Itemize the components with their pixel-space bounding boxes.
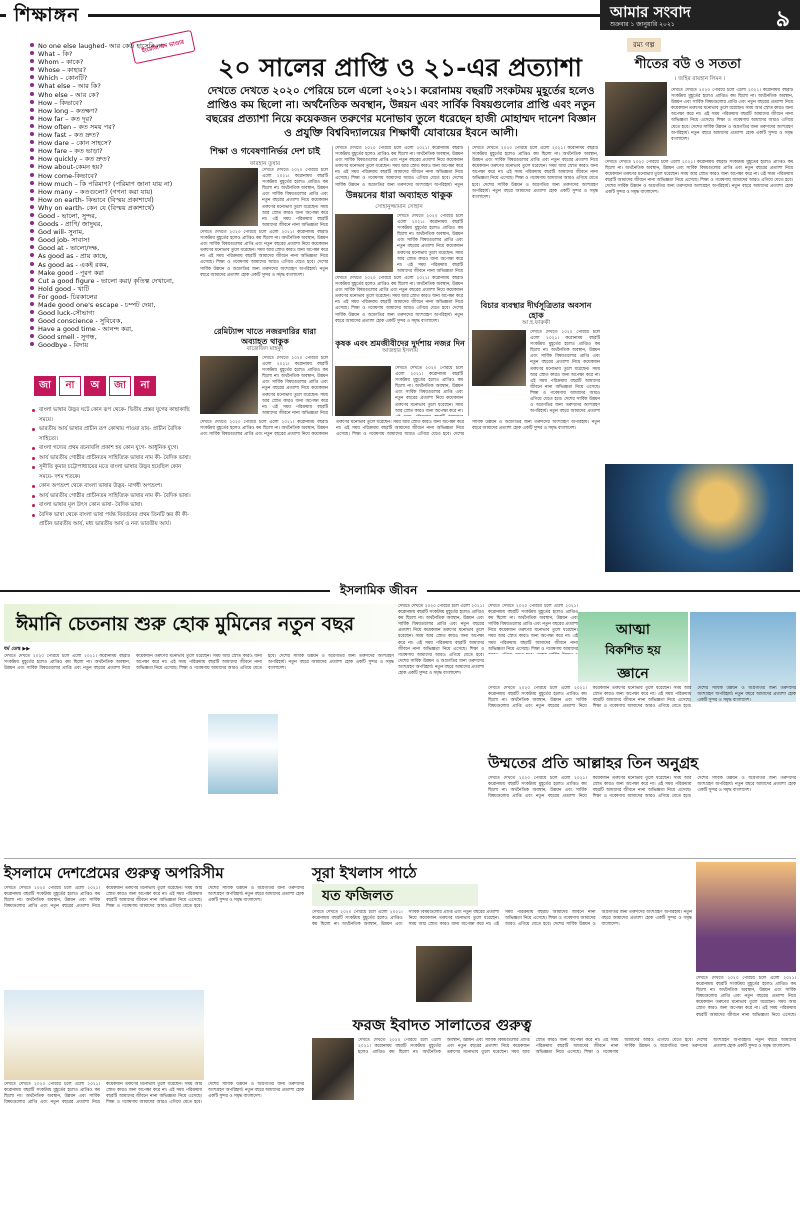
islam-article-body: দেখতে দেখতে ২০২০ পেরিয়ে চলে এলো ২০২১। করোনাময় বছরটি সংকটময় মুহূর্তের হলেও প্রাপ্তিও কম ছিলো না। অর্থনৈতিক অবস্থান, উন্নয়ন এবং সার্বিক বিষয়গুলোর প্রাপ্তি এবং নতুন বছরের প্রত্যাশা নিয়ে কয়েকজন তরুণের মনোভাব তুলে ধরেছেন। সময় আর স্রোত কারও জন্য অপেক্ষা করে না। এই সময় পরিক্রমায় বছরটি আমাদের জীবনে নানা অভিজ্ঞতা নিয়ে এসেছে। শিক্ষা ও গবেষণায় আমাদের আরও এগিয়ে যেতে হবে। দেশের সার্বিক উন্নয়ন ও অগ্রগতির জন্য তরুণদের অংশগ্রহণ অপরিহার্য। নতুন বছরে আমাদের প্রত্যাশা হোক একটি সুন্দর ও সমৃদ্ধ বাংলাদেশ। [312,910,692,928]
quote-box: আত্মা বিকশিত হয় জ্ঞানে [578,612,688,682]
vocab-list [30,42,174,350]
kicker: ধর্ম ডেস্ক ▶▶ [4,646,31,652]
article-body: দেখতে দেখতে ২০২০ পেরিয়ে চলে এলো ২০২১। করোনাময় বছরটি সংকটময় মুহূর্তের হলেও প্রাপ্তিও কম ছিলো না। অর্থনৈতিক অবস্থান, উন্নয়ন এবং সার্বিক বিষয়গুলোর প্রাপ্তি এবং নতুন বছরের প্রত্যাশা নিয়ে কয়েকজন তরুণের মনোভাব তুলে ধরেছেন। সময় আর স্রোত কারও জন্য অপেক্ষা করে না। এই সময় পরিক্রমায় বছরটি আমাদের জীবনে নানা অভিজ্ঞতা নিয়ে [397,214,463,272]
article-1 [200,146,330,326]
author-photo [605,82,667,156]
article-title: রেমিট্যান্স খাতে নজরদারির ধারা অব্যাহত থাকুক [213,326,317,346]
vocab-item: Cut a good figure - ভালো করা/ কৃতিত্ব দেখানো, [30,277,174,285]
islam-article-body: দেখতে দেখতে ২০২০ পেরিয়ে চলে এলো ২০২১। করোনাময় বছরটি সংকটময় মুহূর্তের হলেও প্রাপ্তিও কম ছিলো না। অর্থনৈতিক অবস্থান, উন্নয়ন এবং সার্বিক বিষয়গুলোর প্রাপ্তি এবং নতুন বছরের প্রত্যাশা নিয়ে কয়েকজন তরুণের মনোভাব তুলে ধরেছেন। সময় আর স্রোত কারও জন্য অপেক্ষা করে না। এই সময় পরিক্রমায় বছরটি আমাদের জীবনে নানা অভিজ্ঞতা নিয়ে এসেছে। [696,976,796,1016]
vocab-item: Made good one's escape - চম্পট দেয়া, [30,301,174,309]
article-byline: আজহার ইসলাম [382,348,418,354]
hand-photo [416,946,472,1002]
vocab-item: As good as - প্রায় কাছে, [30,252,174,260]
vocab-item: Goodbye - বিদায় [30,341,174,349]
minaret-photo [696,862,796,972]
mosque-photo [208,714,278,794]
vocab-box [30,36,195,418]
story-box [605,36,797,576]
islam-title2: উম্মতের প্রতি আল্লাহর তিন অনুগ্রহ [488,754,699,772]
vocab-item: For good- চিরকালের [30,293,174,301]
quiz-item: আর্য ভারতীয় গোষ্ঠীর প্রাচীনতম সাহিত্যিক ভাষার নাম কী- বৈদিক ভাষা। [32,454,192,464]
article-5 [335,338,465,418]
vocab-item: Who else – আর কে? [30,91,174,99]
page-number: ৯ [775,7,790,32]
quiz-item: সূনীতি কুমার চট্টোপাধ্যায়ের মতে বাংলা ভাষার উদ্ভব হয়েছিল কোন সময়ে- দশম শতকে। [32,463,192,482]
portrait-photo [472,330,526,386]
vocab-item: How on earth- কিভাবে (বিস্ময় প্রকাশার্থে) [30,196,174,204]
vocab-item: How much – কি পরিমাণ? (পরিমাণ জানা যায় না) [30,180,174,188]
quiz-item: বাংলা ভাষার উদ্ভব ঘটে কোন রূপ থেকে- দ্বিতীয় প্রস্তর যুগের কাছাকাছি সময়ে। [32,406,192,425]
article-byline: সোহানুজ্জামান সোহান [375,204,423,210]
islam-article-body: দেখতে দেখতে ২০২০ পেরিয়ে চলে এলো ২০২১। করোনাময় বছরটি সংকটময় মুহূর্তের হলেও প্রাপ্তিও কম ছিলো না। অর্থনৈতিক অবস্থান, উন্নয়ন এবং সার্বিক বিষয়গুলোর প্রাপ্তি এবং নতুন বছরের প্রত্যাশা নিয়ে কয়েকজন তরুণের মনোভাব তুলে ধরেছেন। সময় আর স্রোত কারও জন্য অপেক্ষা করে না। এই সময় পরিক্রমায় বছরটি আমাদের জীবনে নানা অভিজ্ঞতা নিয়ে এসেছে। শিক্ষা ও গবেষণায় আমাদের আরও এগিয়ে যেতে হবে। দেশের সার্বিক উন্নয়ন ও অগ্রগতির জন্য তরুণদের অংশগ্রহণ অপরিহার্য। নতুন বছরে আমাদের প্রত্যাশা হোক একটি সুন্দর ও সমৃদ্ধ বাংলাদেশ। [358,1038,796,1056]
prayer-photo [312,1038,354,1100]
article-body: দেখতে দেখতে ২০২০ পেরিয়ে চলে এলো ২০২১। করোনাময় বছরটি সংকটময় মুহূর্তের হলেও প্রাপ্তিও কম ছিলো না। অর্থনৈতিক অবস্থান, উন্নয়ন এবং সার্বিক বিষয়গুলোর প্রাপ্তি এবং নতুন বছরের প্রত্যাশা নিয়ে কয়েকজন তরুণের মনোভাব তুলে ধরেছেন। সময় আর স্রোত কারও জন্য অপেক্ষা করে না। এই সময় পরিক্রমায় বছরটি আমাদের জীবনে নানা অভিজ্ঞতা নিয়ে এসেছে। শিক্ষা ও গবেষণায় আমাদের আরও এগিয়ে যেতে হবে। দেশের সার্বিক উন্নয়ন ও অগ্রগতির জন্য তরুণদের অংশগ্রহণ অপরিহার্য। নতুন বছরে আমাদের প্রত্যাশা [530,330,600,414]
quiz-item: বাংলা গদ্যের প্রথম রচনাবলি প্রকাশ হয় কোন যুগে- আধুনিক যুগে। [32,444,192,454]
article-4 [472,300,600,416]
vocab-item: As good as - একই রকম, [30,261,174,269]
islam-title5: ফরজ ইবাদত সালাতের গুরুত্ব [352,1016,532,1034]
story-title: শীতের বউ ও সততা [635,57,741,72]
article-byline: বাজেজিদ মাহমুদ [246,346,284,352]
vocab-item: Whom – কাকে? [30,58,174,66]
article-body: দেখতে দেখতে ২০২০ পেরিয়ে চলে এলো ২০২১। করোনাময় বছরটি সংকটময় মুহূর্তের হলেও প্রাপ্তিও কম ছিলো না। অর্থনৈতিক অবস্থান, উন্নয়ন এবং সার্বিক বিষয়গুলোর প্রাপ্তি এবং নতুন বছরের প্রত্যাশা নিয়ে কয়েকজন তরুণের মনোভাব তুলে ধরেছেন। সময় আর স্রোত কারও জন্য অপেক্ষা করে না। এই সময় পরিক্রমায় বছরটি আমাদের জীবনে নানা অভিজ্ঞতা নিয়ে এসেছে। শিক্ষা ও গবেষণায় আমাদের আরও এগিয়ে যেতে হবে। দেশের সার্বিক উন্নয়ন ও অগ্রগতির জন্য তরুণদের অংশগ্রহণ অপরিহার্য। নতুন বছরে আমাদের প্রত্যাশা হোক একটি সুন্দর ও সমৃদ্ধ বাংলাদেশ। [472,146,598,200]
article-body: দেখতে দেখতে ২০২০ পেরিয়ে চলে এলো ২০২১। করোনাময় বছরটি সংকটময় মুহূর্তের হলেও প্রাপ্তিও কম ছিলো না। অর্থনৈতিক অবস্থান, উন্নয়ন এবং সার্বিক বিষয়গুলোর প্রাপ্তি এবং নতুন বছরের প্রত্যাশা নিয়ে কয়েকজন তরুণের মনোভাব তুলে ধরেছেন। সময় আর স্রোত কারও জন্য অপেক্ষা করে না। এই সময় পরিক্রমায় বছরটি আমাদের জীবনে নানা অভিজ্ঞতা নিয়ে এসেছে। শিক্ষা ও গবেষণায় আমাদের আরও এগিয়ে যেতে হবে। দেশের সার্বিক উন্নয়ন ও অগ্রগতির জন্য তরুণদের অংশগ্রহণ অপরিহার্য। নতুন [335,146,463,188]
vocab-item: Why on earth- কেন যে (বিস্ময় প্রকাশার্থে) [30,204,174,212]
vocab-item: Make good - পূরণ করা [30,269,174,277]
mosque-photo [4,990,204,1080]
article-body: দেখতে দেখতে ২০২০ পেরিয়ে চলে এলো ২০২১। করোনাময় বছরটি সংকটময় মুহূর্তের হলেও প্রাপ্তিও কম ছিলো না। অর্থনৈতিক অবস্থান, উন্নয়ন এবং সার্বিক বিষয়গুলোর প্রাপ্তি এবং নতুন বছরের প্রত্যাশা নিয়ে কয়েকজন তরুণের মনোভাব তুলে ধরেছেন। সময় আর স্রোত কারও জন্য অপেক্ষা করে না। এই সময় পরিক্রমায় বছরটি আমাদের জীবনে নানা অভিজ্ঞতা নিয়ে [262,168,328,226]
article-3 [200,326,330,416]
vocab-item: Whose – কাহার? [30,66,174,74]
islam-title4a: সূরা ইখলাস পাঠে [312,864,417,882]
quiz-item: ভারতীয় আর্য ভাষার প্রাচীন রূপ কোথায় পাওয়া যায়- প্রাচীন বৈদিক সাহিত্যে। [32,425,192,444]
islam-article-body: দেখতে দেখতে ২০২০ পেরিয়ে চলে এলো ২০২১। করোনাময় বছরটি সংকটময় মুহূর্তের হলেও প্রাপ্তিও কম ছিলো না। অর্থনৈতিক অবস্থান, উন্নয়ন এবং সার্বিক বিষয়গুলোর প্রাপ্তি এবং নতুন বছরের প্রত্যাশা নিয়ে কয়েকজন তরুণের মনোভাব তুলে ধরেছেন। সময় আর স্রোত কারও জন্য অপেক্ষা করে না। এই সময় পরিক্রমায় বছরটি আমাদের জীবনে নানা অভিজ্ঞতা নিয়ে এসেছে। শিক্ষা ও গবেষণায় আমাদের [488,604,578,652]
islam-title1: ঈমানি চেতনায় শুরু হোক মুমিনের নতুন বছর [16,613,355,635]
islam-article-body: দেখতে দেখতে ২০২০ পেরিয়ে চলে এলো ২০২১। করোনাময় বছরটি সংকটময় মুহূর্তের হলেও প্রাপ্তিও কম ছিলো না। অর্থনৈতিক অবস্থান, উন্নয়ন এবং সার্বিক বিষয়গুলোর প্রাপ্তি এবং নতুন বছরের প্রত্যাশা নিয়ে কয়েকজন তরুণের মনোভাব তুলে ধরেছেন। সময় আর স্রোত কারও জন্য অপেক্ষা করে না। এই সময় পরিক্রমায় বছরটি আমাদের জীবনে নানা অভিজ্ঞতা নিয়ে এসেছে। শিক্ষা ও গবেষণায় আমাদের আরও এগিয়ে যেতে হবে। দেশের সার্বিক উন্নয়ন ও অগ্রগতির জন্য তরুণদের অংশগ্রহণ অপরিহার্য। নতুন বছরে আমাদের প্রত্যাশা হোক একটি সুন্দর ও সমৃদ্ধ বাংলাদেশ। [4,886,304,910]
islam-section-title: ইসলামিক জীবন [330,582,427,602]
quiz-word: জা না অ জা না [34,376,156,396]
vocab-item: Good - ভালো, সুন্দর, [30,212,174,220]
islam-title4b: যত ফজিলত [322,888,394,904]
story-body: দেখতে দেখতে ২০২০ পেরিয়ে চলে এলো ২০২১। করোনাময় বছরটি সংকটময় মুহূর্তের হলেও প্রাপ্তিও কম ছিলো না। অর্থনৈতিক অবস্থান, উন্নয়ন এবং সার্বিক বিষয়গুলোর প্রাপ্তি এবং নতুন বছরের প্রত্যাশা নিয়ে কয়েকজন তরুণের মনোভাব তুলে ধরেছেন। সময় আর স্রোত কারও জন্য অপেক্ষা করে না। এই সময় পরিক্রমায় বছরটি আমাদের জীবনে নানা অভিজ্ঞতা নিয়ে এসেছে। শিক্ষা ও গবেষণায় আমাদের আরও এগিয়ে যেতে হবে। দেশের সার্বিক উন্নয়ন ও অগ্রগতির জন্য তরুণদের অংশগ্রহণ অপরিহার্য। নতুন বছরে আমাদের প্রত্যাশা হোক একটি সুন্দর ও সমৃদ্ধ বাংলাদেশ। [671,88,793,142]
vocab-item: Good luck-সৌভাগ্য [30,309,174,317]
quiz-item: আর্য ভারতীয় গোষ্ঠীর প্রাচীনতম সাহিত্যিক ভাষার নাম কী- বৈদিক ভাষা। [32,492,192,502]
masthead-brand-box [600,0,800,30]
masthead-left [0,0,600,30]
vocab-item: Good conscience - সুবিবেক, [30,317,174,325]
story-illustration [605,464,793,572]
islam-title3: ইসলামে দেশপ্রেমের গুরুত্ব অপরিসীম [4,864,224,882]
vocab-item: How fare – কত ভাড়া? [30,147,174,155]
quiz-item: বাংলা ভাষার মূল উৎস কোন ভাষা- বৈদিক ভাষা। [32,501,192,511]
islam-title4b-box [312,884,478,906]
vocab-item: How about-কেমন হয়? [30,163,174,171]
vocab-item: How long – কতক্ষণ? [30,107,174,115]
quiz-item: বৈদিক ভাষা থেকে বাংলা ভাষা পর্যন্ত বিবর্তনের প্রথম তিনটি স্তর কী কী- প্রাচীন ভারতীয় আর্য, মধ্য ভারতীয় আর্য ও নব্য ভারতীয় আর্য। [32,511,192,530]
story-label: রম্য গল্প [627,38,661,52]
vocab-item: Good job- সাবাস! [30,236,174,244]
section-title: শিক্ষাঙ্গন [6,1,88,33]
story-body: দেখতে দেখতে ২০২০ পেরিয়ে চলে এলো ২০২১। করোনাময় বছরটি সংকটময় মুহূর্তের হলেও প্রাপ্তিও কম ছিলো না। অর্থনৈতিক অবস্থান, উন্নয়ন এবং সার্বিক বিষয়গুলোর প্রাপ্তি এবং নতুন বছরের প্রত্যাশা নিয়ে কয়েকজন তরুণের মনোভাব তুলে ধরেছেন। সময় আর স্রোত কারও জন্য অপেক্ষা করে না। এই সময় পরিক্রমায় বছরটি আমাদের জীবনে নানা অভিজ্ঞতা নিয়ে এসেছে। শিক্ষা ও গবেষণায় আমাদের আরও এগিয়ে যেতে হবে। দেশের সার্বিক উন্নয়ন ও অগ্রগতির জন্য তরুণদের অংশগ্রহণ অপরিহার্য। নতুন বছরে আমাদের প্রত্যাশা হোক একটি সুন্দর ও সমৃদ্ধ বাংলাদেশ। [605,160,793,196]
article-byline: আ.হ.ফারুকী [521,320,551,326]
islam-article-body: দেখতে দেখতে ২০২০ পেরিয়ে চলে এলো ২০২১। করোনাময় বছরটি সংকটময় মুহূর্তের হলেও প্রাপ্তিও কম ছিলো না। অর্থনৈতিক অবস্থান, উন্নয়ন এবং সার্বিক বিষয়গুলোর প্রাপ্তি এবং নতুন বছরের প্রত্যাশা নিয়ে কয়েকজন তরুণের মনোভাব তুলে ধরেছেন। সময় আর স্রোত কারও জন্য অপেক্ষা করে না। এই সময় পরিক্রমায় বছরটি আমাদের জীবনে নানা অভিজ্ঞতা নিয়ে এসেছে। শিক্ষা ও গবেষণায় আমাদের আরও এগিয়ে যেতে হবে। দেশের সার্বিক উন্নয়ন ও অগ্রগতির জন্য তরুণদের অংশগ্রহণ অপরিহার্য। নতুন বছরে আমাদের প্রত্যাশা হোক একটি সুন্দর ও সমৃদ্ধ বাংলাদেশ। [398,604,484,677]
brand-logo: আমার সংবাদ [610,3,691,21]
article-body: দেখতে দেখতে ২০২০ পেরিয়ে চলে এলো ২০২১। করোনাময় বছরটি সংকটময় মুহূর্তের হলেও প্রাপ্তিও কম ছিলো না। অর্থনৈতিক অবস্থান, উন্নয়ন এবং সার্বিক বিষয়গুলোর প্রাপ্তি এবং নতুন বছরের প্রত্যাশা নিয়ে কয়েকজন তরুণের মনোভাব তুলে ধরেছেন। সময় আর স্রোত কারও জন্য অপেক্ষা করে না। এই সময় পরিক্রমায় বছরটি আমাদের জীবনে নানা অভিজ্ঞতা নিয়ে এসেছে। শিক্ষা ও গবেষণায় আমাদের আরও এগিয়ে যেতে হবে। দেশের সার্বিক উন্নয়ন ও অগ্রগতির জন্য তরুণদের অংশগ্রহণ অপরিহার্য। নতুন বছরে আমাদের প্রত্যাশা হোক একটি সুন্দর ও সমৃদ্ধ বাংলাদেশ। [200,420,600,438]
article-body: দেখতে দেখতে ২০২০ পেরিয়ে চলে এলো ২০২১। করোনাময় বছরটি সংকটময় মুহূর্তের হলেও প্রাপ্তিও কম ছিলো না। অর্থনৈতিক অবস্থান, উন্নয়ন এবং সার্বিক বিষয়গুলোর প্রাপ্তি এবং নতুন বছরের প্রত্যাশা নিয়ে কয়েকজন তরুণের মনোভাব তুলে ধরেছেন। সময় আর স্রোত কারও জন্য অপেক্ষা করে না। [395,366,463,414]
portrait-photo [200,356,258,414]
vocab-item: What else – আর কি? [30,82,174,90]
islam-article-body: দেখতে দেখতে ২০২০ পেরিয়ে চলে এলো ২০২১। করোনাময় বছরটি সংকটময় মুহূর্তের হলেও প্রাপ্তিও কম ছিলো না। অর্থনৈতিক অবস্থান, উন্নয়ন এবং সার্বিক বিষয়গুলোর প্রাপ্তি এবং নতুন বছরের প্রত্যাশা নিয়ে কয়েকজন তরুণের মনোভাব তুলে ধরেছেন। সময় আর স্রোত কারও জন্য অপেক্ষা করে না। এই সময় পরিক্রমায় বছরটি আমাদের জীবনে নানা অভিজ্ঞতা নিয়ে এসেছে। শিক্ষা ও গবেষণায় আমাদের আরও এগিয়ে যেতে হবে। দেশের সার্বিক উন্নয়ন ও অগ্রগতির জন্য তরুণদের অংশগ্রহণ অপরিহার্য। নতুন বছরে আমাদের প্রত্যাশা হোক একটি সুন্দর ও সমৃদ্ধ বাংলাদেশ। [488,686,796,710]
article-title: বিচার ব্যবস্থার দীর্ঘসূত্রিতার অবসান হোক [480,300,592,320]
vocab-item: Have a good time - আনন্দ করা, [30,325,174,333]
vocab-item: What – কি? [30,50,174,58]
vocab-item: No one else laughed- আর কেউ হাসেনি না। [30,42,174,50]
article-2-col2 [472,146,600,296]
article-title: উন্নয়নের ধারা অব্যাহত থাকুক [345,191,453,201]
lead-subhead: দেখতে দেখতে ২০২০ পেরিয়ে চলে এলো ২০২১। করোনাময় বছরটি সংকটময় মুহূর্তের হলেও প্রাপ্তিও কম ছিলো না। অর্থনৈতিক অবস্থান, উন্নয়ন এবং সার্বিক বিষয়গুলোর প্রাপ্তি এবং নতুন বছরের প্রত্যাশা নিয়ে কয়েকজন তরুণের মনোভাব তুলে ধরেছেন হাজী মোহাম্মদ দানেশ বিজ্ঞান ও প্রযুক্তি বিশ্ববিদ্যালয়ের শিক্ষার্থী যোবায়ের ইবনে আলী। [205,85,597,139]
vocab-item: How quickly – কত দ্রুত? [30,155,174,163]
quiz-item: কোন অপভ্রংশ থেকে বাংলা ভাষার উদ্ভব- মাগধী অপভ্রংশ। [32,482,192,492]
article-byline: ফারহান তুষার [250,161,280,167]
quiz-list [32,406,192,530]
article-body: দেখতে দেখতে ২০২০ পেরিয়ে চলে এলো ২০২১। করোনাময় বছরটি সংকটময় মুহূর্তের হলেও প্রাপ্তিও কম ছিলো না। অর্থনৈতিক অবস্থান, উন্নয়ন এবং সার্বিক বিষয়গুলোর প্রাপ্তি এবং নতুন বছরের প্রত্যাশা নিয়ে কয়েকজন তরুণের মনোভাব তুলে ধরেছেন। সময় আর স্রোত কারও জন্য অপেক্ষা করে না। এই সময় পরিক্রমায় বছরটি আমাদের জীবনে নানা অভিজ্ঞতা নিয়ে এসেছে। শিক্ষা ও গবেষণায় আমাদের আরও এগিয়ে যেতে হবে। দেশের সার্বিক উন্নয়ন ও অগ্রগতির জন্য তরুণদের অংশগ্রহণ অপরিহার্য। নতুন বছরে আমাদের প্রত্যাশা হোক একটি সুন্দর ও সমৃদ্ধ বাংলাদেশ। [335,276,463,324]
islam-article-body: দেখতে দেখতে ২০২০ পেরিয়ে চলে এলো ২০২১। করোনাময় বছরটি সংকটময় মুহূর্তের হলেও প্রাপ্তিও কম ছিলো না। অর্থনৈতিক অবস্থান, উন্নয়ন এবং সার্বিক বিষয়গুলোর প্রাপ্তি এবং নতুন বছরের প্রত্যাশা নিয়ে কয়েকজন তরুণের মনোভাব তুলে ধরেছেন। সময় আর স্রোত কারও জন্য অপেক্ষা করে না। এই সময় পরিক্রমায় বছরটি আমাদের জীবনে নানা অভিজ্ঞতা নিয়ে এসেছে। শিক্ষা ও গবেষণায় আমাদের আরও এগিয়ে যেতে হবে। দেশের সার্বিক উন্নয়ন ও অগ্রগতির জন্য তরুণদের অংশগ্রহণ অপরিহার্য। নতুন বছরে আমাদের প্রত্যাশা হোক একটি সুন্দর ও সমৃদ্ধ বাংলাদেশ। [4,654,394,672]
vocab-item: Hold good - খাটি [30,285,174,293]
vocab-item: How often – কত সময় পর? [30,123,174,131]
vocab-item: How – কিভাবে? [30,99,174,107]
article-body: দেখতে দেখতে ২০২০ পেরিয়ে চলে এলো ২০২১। করোনাময় বছরটি সংকটময় মুহূর্তের হলেও প্রাপ্তিও কম ছিলো না। অর্থনৈতিক অবস্থান, উন্নয়ন এবং সার্বিক বিষয়গুলোর প্রাপ্তি এবং নতুন বছরের প্রত্যাশা নিয়ে কয়েকজন তরুণের মনোভাব তুলে ধরেছেন। সময় আর স্রোত কারও জন্য অপেক্ষা করে না। এই সময় পরিক্রমায় বছরটি আমাদের জীবনে নানা অভিজ্ঞতা নিয়ে এসেছে। শিক্ষা ও গবেষণায় আমাদের আরও এগিয়ে যেতে হবে। দেশের সার্বিক উন্নয়ন ও অগ্রগতির জন্য তরুণদের অংশগ্রহণ অপরিহার্য। নতুন বছরে আমাদের প্রত্যাশা হোক একটি সুন্দর ও সমৃদ্ধ বাংলাদেশ। [200,230,328,278]
islam-section-bar [0,582,800,600]
islam-article-body: দেখতে দেখতে ২০২০ পেরিয়ে চলে এলো ২০২১। করোনাময় বছরটি সংকটময় মুহূর্তের হলেও প্রাপ্তিও কম ছিলো না। অর্থনৈতিক অবস্থান, উন্নয়ন এবং সার্বিক বিষয়গুলোর প্রাপ্তি এবং নতুন বছরের প্রত্যাশা নিয়ে কয়েকজন তরুণের মনোভাব তুলে ধরেছেন। সময় আর স্রোত কারও জন্য অপেক্ষা করে না। এই সময় পরিক্রমায় বছরটি আমাদের জীবনে নানা অভিজ্ঞতা নিয়ে এসেছে। শিক্ষা ও গবেষণায় আমাদের আরও এগিয়ে যেতে হবে। দেশের সার্বিক উন্নয়ন ও অগ্রগতির জন্য তরুণদের অংশগ্রহণ অপরিহার্য। নতুন বছরে আমাদের প্রত্যাশা হোক একটি সুন্দর ও সমৃদ্ধ বাংলাদেশ। [488,776,796,800]
story-byline: । জহির রায়হান লিমন । [674,76,726,82]
issue-date: শুক্রবার ১ জানুয়ারি ২০২১ [610,21,675,28]
vocab-item: Which – কোনটি? [30,74,174,82]
vocab-item: Good at - ভালো/দক্ষ, [30,244,174,252]
vocab-item: How many – কতগুলো? (গণনা করা যায়) [30,188,174,196]
portrait-photo [335,214,393,272]
article-title: কৃষক এবং শ্রমজীবীদের দুর্দশায় নজর দিন [335,338,465,348]
portrait-photo [200,168,258,226]
vocab-badge: ইংরেজি শব্দ ভাণ্ডার [130,30,195,64]
vocab-item: Good smell - সুগন্ধ, [30,333,174,341]
islam-article-body: দেখতে দেখতে ২০২০ পেরিয়ে চলে এলো ২০২১। করোনাময় বছরটি সংকটময় মুহূর্তের হলেও প্রাপ্তিও কম ছিলো না। অর্থনৈতিক অবস্থান, উন্নয়ন এবং সার্বিক বিষয়গুলোর প্রাপ্তি এবং নতুন বছরের প্রত্যাশা নিয়ে কয়েকজন তরুণের মনোভাব তুলে ধরেছেন। সময় আর স্রোত কারও জন্য অপেক্ষা করে না। এই সময় পরিক্রমায় বছরটি আমাদের জীবনে নানা অভিজ্ঞতা নিয়ে এসেছে। শিক্ষা ও গবেষণায় আমাদের আরও এগিয়ে যেতে হবে। দেশের সার্বিক উন্নয়ন ও অগ্রগতির জন্য তরুণদের অংশগ্রহণ অপরিহার্য। নতুন বছরে আমাদের প্রত্যাশা হোক একটি সুন্দর ও সমৃদ্ধ বাংলাদেশ। [4,1082,304,1106]
vocab-item: How far – কত দূর? [30,115,174,123]
vocab-item: How dare – কোন সাহসে? [30,139,174,147]
quiz-box [30,376,195,576]
article-body: দেখতে দেখতে ২০২০ পেরিয়ে চলে এলো ২০২১। করোনাময় বছরটি সংকটময় মুহূর্তের হলেও প্রাপ্তিও কম ছিলো না। অর্থনৈতিক অবস্থান, উন্নয়ন এবং সার্বিক বিষয়গুলোর প্রাপ্তি এবং নতুন বছরের প্রত্যাশা নিয়ে কয়েকজন তরুণের মনোভাব তুলে ধরেছেন। সময় আর স্রোত কারও জন্য অপেক্ষা করে না। এই সময় পরিক্রমায় বছরটি আমাদের জীবনে নানা অভিজ্ঞতা নিয়ে [262,356,328,414]
article-title: শিক্ষা ও গবেষণানির্ভর দেশ চাই [210,147,320,157]
portrait-photo [335,366,391,416]
vocab-item: How fast – কত দ্রুত? [30,131,174,139]
vocab-item: How come-কিভাবে? [30,172,174,180]
lead-title: ২০ সালের প্রাপ্তি ও ২১-এর প্রত্যাশা [218,53,582,82]
vocab-item: Goods - প্রাণি/ জাদুঘর, [30,220,174,228]
vocab-item: God will- সুনাম, [30,228,174,236]
